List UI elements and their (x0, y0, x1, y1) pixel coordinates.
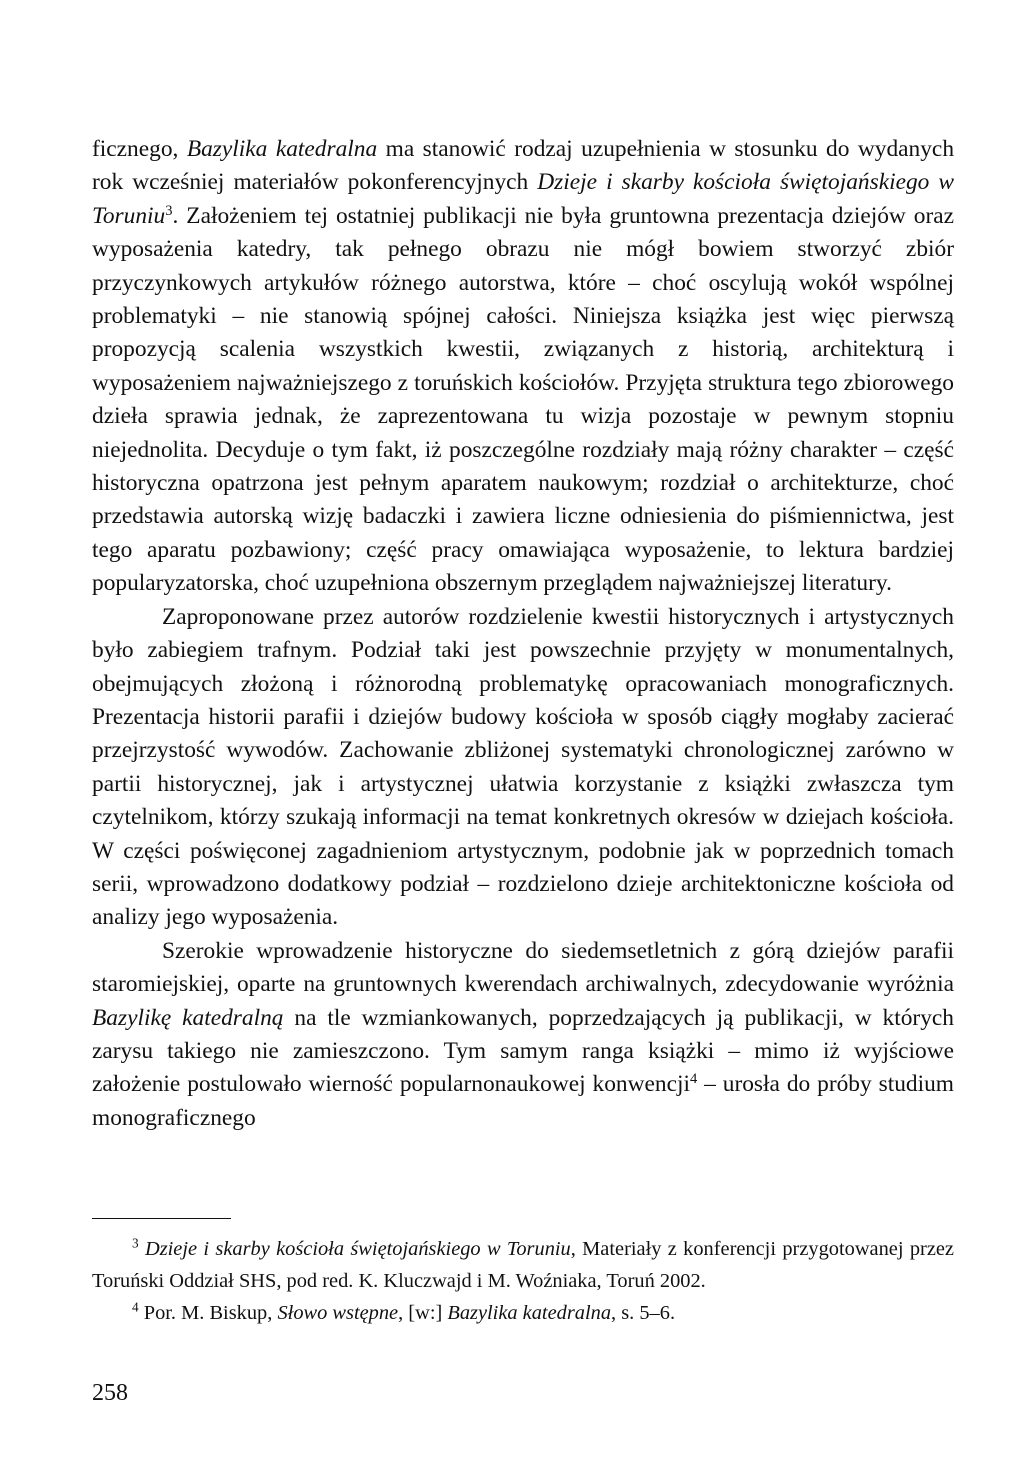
text-run: ficznego, (92, 136, 187, 162)
italic-title: Bazylika katedralna (186, 136, 378, 162)
footnotes (92, 1233, 954, 1329)
text-run: ma stanowić rodzaj uzupełnienia w stosunku do wydanych rok wcześniej materiałów pokonferencyjnych (92, 136, 955, 196)
paragraph-1 (92, 133, 954, 601)
footnote-ref-4[interactable]: 4 (689, 1071, 698, 1088)
paragraph-3 (92, 935, 954, 1135)
text-run: – urosła do próby studium monograficznego (92, 1071, 954, 1131)
text-run: . Założeniem tej ostatniej publikacji nie była gruntowna prezentacja dziejów oraz wyposażenia katedry, tak pełnego obrazu nie mógł bowiem stworzyć zbiór przyczynkowych artykułów różnego autorstwa, które – choć oscylują wokół wspólnej problematyki – nie stanowią spójnej całości. Niniejsza książka jest więc pierwszą propozycją scalenia wszystkich kwestii, związanych z historią, architekturą i wyposażeniem najważniejszego z toruńskich kościołów. Przyjęta struktura tego zbiorowego dzieła sprawia jednak, że zaprezentowana tu wizja pozostaje w pewnym stopniu niejednolita. Decyduje o tym fakt, iż poszczególne rozdziały mają różny charakter – część historyczna opatrzona jest pełnym aparatem naukowym; rozdział o architekturze, choć przedstawia autorską wizję badaczki i zawiera liczne odniesienia do piśmiennictwa, jest tego aparatu pozbawiony; część pracy omawiająca wyposażenie, to lektura bardziej popularyzatorska, choć uzupełniona obszernym przeglądem najważniejszej literatury. (92, 202, 954, 597)
text-run: Por. M. Biskup, (143, 1302, 278, 1324)
footnote-number: 3 (132, 1235, 139, 1251)
italic-title: Bazylikę katedralną (92, 1004, 284, 1031)
text-run: , s. 5–6. (611, 1302, 676, 1324)
footnote-4 (92, 1297, 954, 1329)
footnote-3 (92, 1233, 954, 1297)
italic-title: Bazylika katedralna (447, 1302, 612, 1324)
text-run: , Materiały z konferencji przygotowanej przez Toruński Oddział SHS, pod red. K. Kluczwajd i M. Woźniaka, Toruń 2002. (92, 1238, 954, 1292)
paragraph-2 (92, 601, 954, 935)
main-text (92, 133, 954, 1135)
footnote-divider (92, 1218, 231, 1219)
footnote-number: 4 (132, 1299, 139, 1315)
italic-title: Dzieje i skarby kościoła świętojańskiego w Toruniu (144, 1238, 571, 1260)
page-number: 258 (92, 1380, 128, 1406)
text-run: na tle wzmiankowanych, poprzedzających ją publikacji, w których zarysu takiego nie zamieszczono. Tym samym ranga książki – mimo iż wyjściowe założenie postulowało wierność popularnonaukowej konwencji (92, 1004, 954, 1098)
text-run: Szerokie wprowadzenie historyczne do siedemsetletnich z górą dziejów parafii staromiejskiej, oparte na gruntownych kwerendach archiwalnych, zdecydowanie wyróżnia (92, 937, 954, 998)
text-run: Zaproponowane przez autorów rozdzielenie kwestii historycznych i artystycznych było zabiegiem trafnym. Podział taki jest powszechnie przyjęty w monumentalnych, obejmujących złożoną i różnorodną problematykę opracowaniach monograficznych. Prezentacja historii parafii i dziejów budowy kościoła w sposób ciągły mogłaby zacierać przejrzystość wywodów. Zachowanie zbliżonej systematyki chronologicznej zarówno w partii historycznej, jak i artystycznej ułatwia korzystanie z książki zwłaszcza tym czytelnikom, którzy szukają informacji na temat konkretnych okresów w dziejach kościoła. W części poświęconej zagadnieniom artystycznym, podobnie jak w poprzednich tomach serii, wprowadzono dodatkowy podział – rozdzielono dzieje architektoniczne kościoła od analizy jego wyposażenia. (92, 603, 954, 931)
italic-title: Dzieje i skarby kościoła świętojańskiego w Toruniu (92, 169, 955, 229)
italic-title: Słowo wstępne (277, 1302, 399, 1324)
footnote-ref-3[interactable]: 3 (165, 202, 173, 219)
page-body (92, 133, 954, 1135)
text-run: , [w:] (398, 1302, 448, 1324)
